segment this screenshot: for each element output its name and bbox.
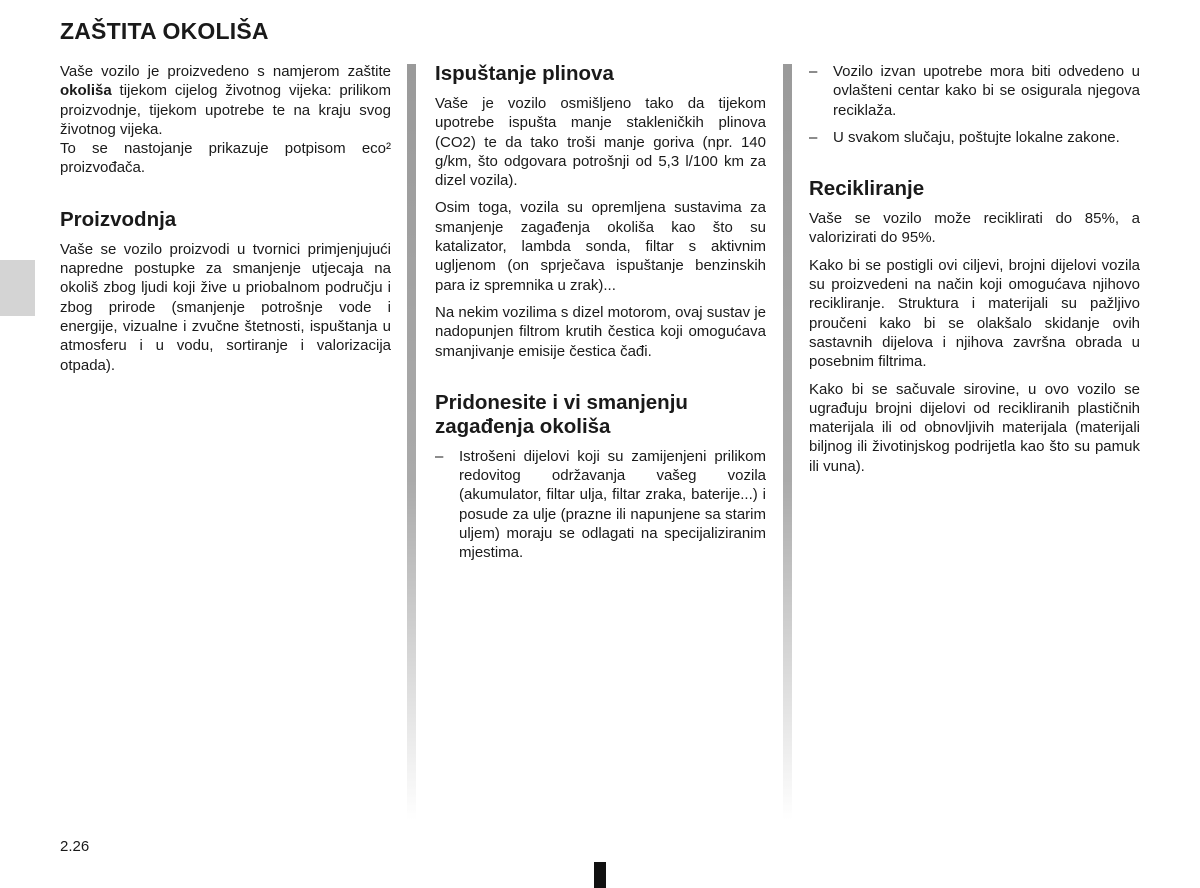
list-item-text: Vozilo izvan upotrebe mora biti odvedeno u ovlašteni centar kako bi se osigurala njegova reciklaža. — [833, 63, 1140, 119]
section-heading-proizvodnja: Proizvodnja — [60, 207, 177, 231]
recycling-paragraph-2: Kako bi se postigli ovi ciljevi, brojni dijelovi vozila su proizvedeni na način koji omogućava njihovo recikliranje. Struktura i materijali su pažljivo proučeni kako bi se olakšalo skidanje ovih sastavnih dijelova i njihova završna obrada u posebnim filtrima. — [809, 256, 1140, 371]
column-1 — [60, 62, 391, 383]
end-of-life-list — [809, 62, 1140, 147]
intro-text-1: Vaše vozilo je proizvedeno s namjerom zaštite — [60, 63, 391, 80]
list-item — [435, 447, 766, 563]
list-item — [809, 62, 1140, 120]
intro-text-2: tijekom cijelog životnog vijeka: prilikom proizvodnje, tijekom upotrebe te na kraju svog životnog vijeka. — [60, 82, 391, 138]
column-3 — [809, 62, 1140, 484]
emissions-paragraph-1: Vaše je vozilo osmišljeno tako da tijekom upotrebe ispušta manje stakleničkih plinova (CO2) te da tako troši manje goriva (npr. 140 g/km, što odgovara potrošnji od 5,3 l/100 km za dizel vozila). — [435, 95, 766, 190]
dash-bullet: – — [809, 128, 818, 146]
emissions-paragraph-2: Osim toga, vozila su opremljena sustavima za smanjenje zagađenja okoliša kao što su katalizator, lambda sonda, filtar s aktivnim ugljenom (on sprječava ispuštanje benzinskih para iz spremnika u zrak)... — [435, 199, 766, 294]
column-divider-left — [407, 64, 416, 820]
intro-paragraph — [60, 62, 391, 139]
page-title: ZAŠTITA OKOLIŠA — [60, 18, 269, 44]
page-number: 2.26 — [60, 838, 90, 855]
production-paragraph: Vaše se vozilo proizvodi u tvornici primjenjujući napredne postupke za smanjenje utjecaja na okoliš zbog ljudi koji žive u priobalnom području i zbog prirode (smanjenje potrošnje vode i energije, vizualne i zvučne štetnosti, ispuštanja u atmosferu i u vodu, sortiranje i valorizacija otpada). — [60, 240, 391, 374]
section-heading-recikliranje: Recikliranje — [809, 177, 925, 201]
dash-bullet: – — [809, 63, 818, 80]
recycling-paragraph-1: Vaše se vozilo može reciklirati do 85%, a valorizirati do 95%. — [809, 210, 1140, 247]
list-item-text: Istrošeni dijelovi koji su zamijenjeni prilikom redovitog održavanja vašeg vozila (akumulator, filtar ulja, filtar zraka, baterije...) i posude za ulje (prazne ili napunjene sa starim uljem) moraju se odlagati na specijaliziranim mjestima. — [459, 447, 766, 562]
dash-bullet: – — [435, 447, 444, 465]
recycling-paragraph-3: Kako bi se sačuvale sirovine, u ovo vozilo se ugrađuju brojni dijelovi od recikliranih plastičnih materijala ili od obnovljivih materijala (materijali biljnog ili životinjskog podrijetla kao što su pamuk ili vuna). — [809, 380, 1140, 475]
column-divider-right — [783, 64, 792, 820]
section-side-tab — [0, 260, 35, 316]
section-heading-pridonesite: Pridonesite i vi smanjenju zagađenja okoliša — [435, 390, 688, 438]
list-item-text: U svakom slučaju, poštujte lokalne zakone. — [833, 128, 1120, 146]
emissions-paragraph-3: Na nekim vozilima s dizel motorom, ovaj sustav je nadopunjen filtrom krutih čestica koji omogućava smanjivanje emisije čestica čađi. — [435, 303, 766, 360]
page-bottom-marker — [594, 862, 606, 888]
section-heading-ispustanje: Ispuštanje plinova — [435, 62, 614, 85]
intro-paragraph-2: To se nastojanje prikazuje potpisom eco² proizvođača. — [60, 140, 391, 177]
column-2 — [435, 62, 766, 571]
disposal-list — [435, 447, 766, 563]
intro-bold-word: okoliša — [60, 82, 112, 100]
list-item — [809, 128, 1140, 147]
